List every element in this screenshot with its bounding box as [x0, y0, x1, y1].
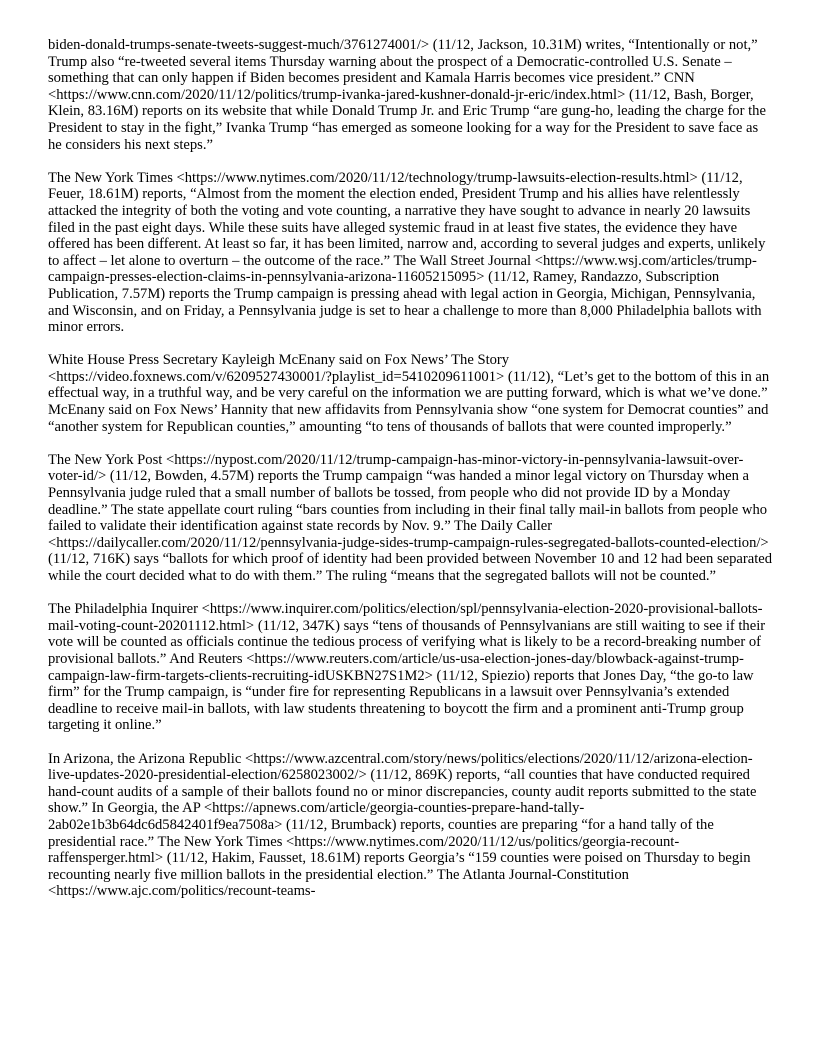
paragraph-lawsuits: The New York Times <https://www.nytimes.com/2020/11/12/technology/trump-lawsuits-election-results.html> (11/12, Feuer, 18.61M) reports, “Almost from the moment the election ended, President Trump and his allies have relentlessly attacked the integrity of both the voting and vote counting, a narrative they have sought to advance in nearly 20 lawsuits filed in the past eight days. While these suits have alleged systemic fraud in at least five states, the evidence they have offered has been different. At least so far, it has been limited, narrow and, according to several judges and experts, unlikely to affect – let alone to overturn – the outcome of the race.” The Wall Street Journal <https://www.wsj.com/articles/trump-campaign-presses-election-claims-in-pennsylvania-arizona-11605215095> (11/12, Ramey, Randazzo, Subscription Publication, 7.57M) reports the Trump campaign is pressing ahead with legal action in Georgia, Michigan, Pennsylvania, and Wisconsin, and on Friday, a Pennsylvania judge is set to hear a challenge to more than 8,000 Philadelphia ballots with minor errors.: [48, 169, 766, 336]
paragraph-senate-tweets: biden-donald-trumps-senate-tweets-suggest-much/3761274001/> (11/12, Jackson, 10.31M) writes, “Intentionally or not,” Trump also “re-tweeted several items Thursday warning about the prospect of a Democratic-controlled U.S. Senate – something that can only happen if Biden becomes president and Kamala Harris becomes vice president.” CNN <https://www.cnn.com/2020/11/12/politics/trump-ivanka-jared-kushner-donald-jr-eric/index.html> (11/12, Bash, Borger, Klein, 83.16M) reports on its website that while Donald Trump Jr. and Eric Trump “are gung-ho, leading the charge for the President to stay in the fight,” Ivanka Trump “has emerged as someone looking for a way for the President to save face as he considers his next steps.”: [48, 37, 766, 153]
paragraph-arizona-georgia: In Arizona, the Arizona Republic <https://www.azcentral.com/story/news/politics/elections/2020/11/12/arizona-election-live-updates-2020-presidential-election/6258023002/> (11/12, 869K) reports, “all counties that have conducted required hand-count audits of a sample of their ballots found no or minor discrepancies, county audit reports submitted to the state show.” In Georgia, the AP <https://apnews.com/article/georgia-counties-prepare-hand-tally-2ab02e1b3b64dc6d5842401f9ea7508a> (11/12, Brumback) reports, counties are preparing “for a hand tally of the presidential race.” The New York Times <https://www.nytimes.com/2020/11/12/us/politics/georgia-recount-raffensperger.html> (11/12, Hakim, Fausset, 18.61M) reports Georgia’s “159 counties were poised on Thursday to begin recounting nearly five million ballots in the presidential election.” The Atlanta Journal-Constitution <https://www.ajc.com/politics/recount-teams-: [48, 750, 757, 900]
paragraph-mcenany: White House Press Secretary Kayleigh McEnany said on Fox News’ The Story <https://video.foxnews.com/v/6209527430001/?playlist_id=5410209611001> (11/12), “Let’s get to the bottom of this in an effectual way, in a truthful way, and be very careful on the information we are putting forward, which is what we’ve done.” McEnany said on Fox News’ Hannity that new affidavits from Pennsylvania show “one system for Democrat counties” and “another system for Republican counties,” amounting “to tens of thousands of ballots that were counted improperly.”: [48, 352, 770, 435]
document-page: [48, 37, 774, 900]
paragraph-provisional-ballots: The Philadelphia Inquirer <https://www.inquirer.com/politics/election/spl/pennsylvania-election-2020-provisional-ballots-mail-voting-count-20201112.html> (11/12, 347K) says “tens of thousands of Pennsylvanians are still waiting to see if their vote will be counted as officials continue the tedious process of verifying what is likely to be a record-breaking number of provisional ballots.” And Reuters <https://www.reuters.com/article/us-usa-election-jones-day/blowback-against-trump-campaign-law-firm-targets-clients-recruiting-idUSKBN27S1M2> (11/12, Spiezio) reports that Jones Day, “the go-to law firm” for the Trump campaign, is “under fire for representing Republicans in a lawsuit over Pennsylvania’s extended deadline to receive mail-in ballots, with law students threatening to boycott the firm and a prominent anti-Trump group targeting it online.”: [48, 601, 766, 734]
paragraph-pennsylvania-ruling: The New York Post <https://nypost.com/2020/11/12/trump-campaign-has-minor-victory-in-pennsylvania-lawsuit-over-voter-id/> (11/12, Bowden, 4.57M) reports the Trump campaign “was handed a minor legal victory on Thursday when a Pennsylvania judge ruled that a small number of ballots be tossed, from people who did not provide ID by a Monday deadline.” The state appellate court ruling “bars counties from including in their final tally mail-in ballots from people who failed to validate their identification against state records by Nov. 9.” The Daily Caller <https://dailycaller.com/2020/11/12/pennsylvania-judge-sides-trump-campaign-rules-segregated-ballots-counted-election/> (11/12, 716K) says “ballots for which proof of identity had been provided between November 10 and 12 had been separated while the court decided what to do with them.” The ruling “means that the segregated ballots will not be counted.”: [48, 451, 773, 584]
